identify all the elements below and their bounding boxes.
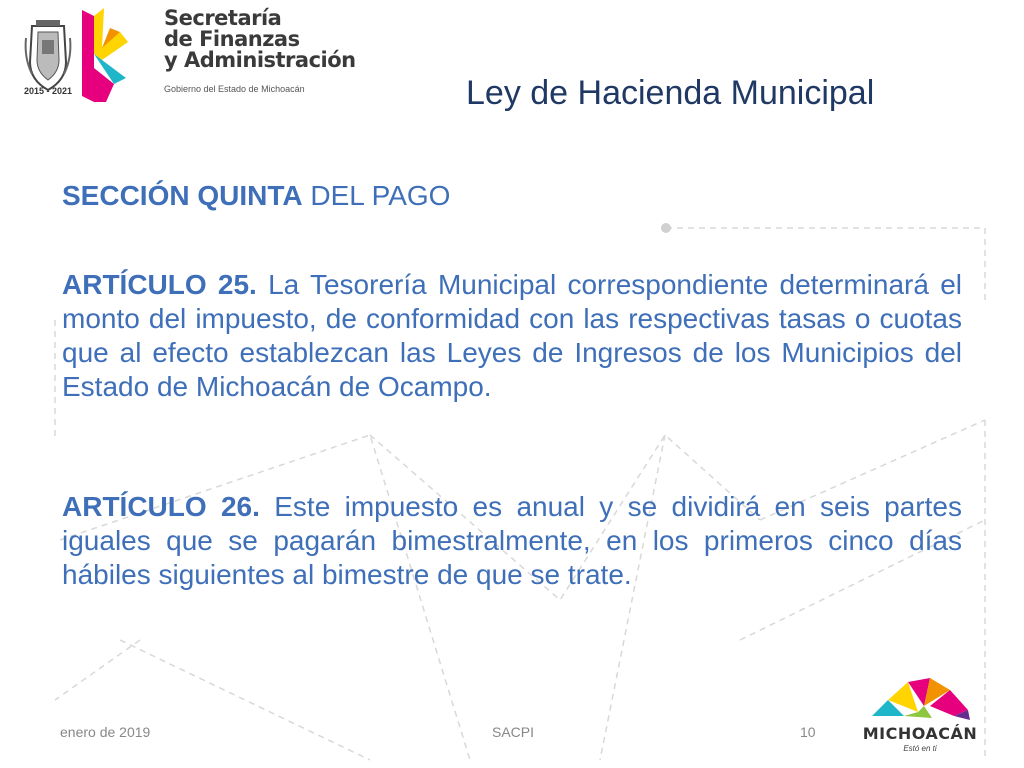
footer-date: enero de 2019 bbox=[60, 724, 151, 740]
michoacan-logo bbox=[858, 676, 982, 760]
footer-center: SACPI bbox=[492, 724, 535, 740]
article-26-text: Este impuesto es anual y se dividirá en seis partes iguales que se pagarán bimestralmente, en los primeros cinco días hábiles siguientes al bimestre de que se trate. bbox=[62, 491, 962, 590]
article-26-paragraph bbox=[62, 490, 962, 592]
michoacan-wordmark: MICHOACÁN bbox=[862, 724, 978, 743]
article-26-label: ARTÍCULO 26. bbox=[62, 491, 260, 522]
slide-title: Ley de Hacienda Municipal bbox=[466, 74, 875, 112]
emblem-year: 2015 - 2021 bbox=[23, 86, 73, 96]
page-number: 10 bbox=[800, 724, 816, 740]
org-subtitle: Gobierno del Estado de Michoacán bbox=[164, 84, 305, 94]
org-line-3: y Administración bbox=[164, 48, 356, 72]
org-line-1: Secretaría bbox=[164, 6, 282, 30]
article-25-label: ARTÍCULO 25. bbox=[62, 269, 257, 300]
article-25-paragraph bbox=[62, 268, 962, 404]
k-brand-icon bbox=[80, 8, 130, 104]
org-line-2: de Finanzas bbox=[164, 27, 300, 51]
michoacan-mark-icon bbox=[858, 676, 982, 726]
michoacan-tagline: Estó en ti bbox=[903, 744, 937, 753]
section-title bbox=[62, 180, 450, 212]
org-name bbox=[164, 8, 356, 71]
section-title-rest: DEL PAGO bbox=[302, 180, 451, 211]
article-25-text: La Tesorería Municipal correspondiente determinará el monto del impuesto, de conformidad con las respectivas tasas o cuotas que al efecto establezcan las Leyes de Ingresos de los Municipios del Estado de Michoacán de Ocampo. bbox=[62, 269, 962, 402]
section-title-bold: SECCIÓN QUINTA bbox=[62, 180, 303, 211]
secretaria-logo bbox=[22, 8, 392, 108]
